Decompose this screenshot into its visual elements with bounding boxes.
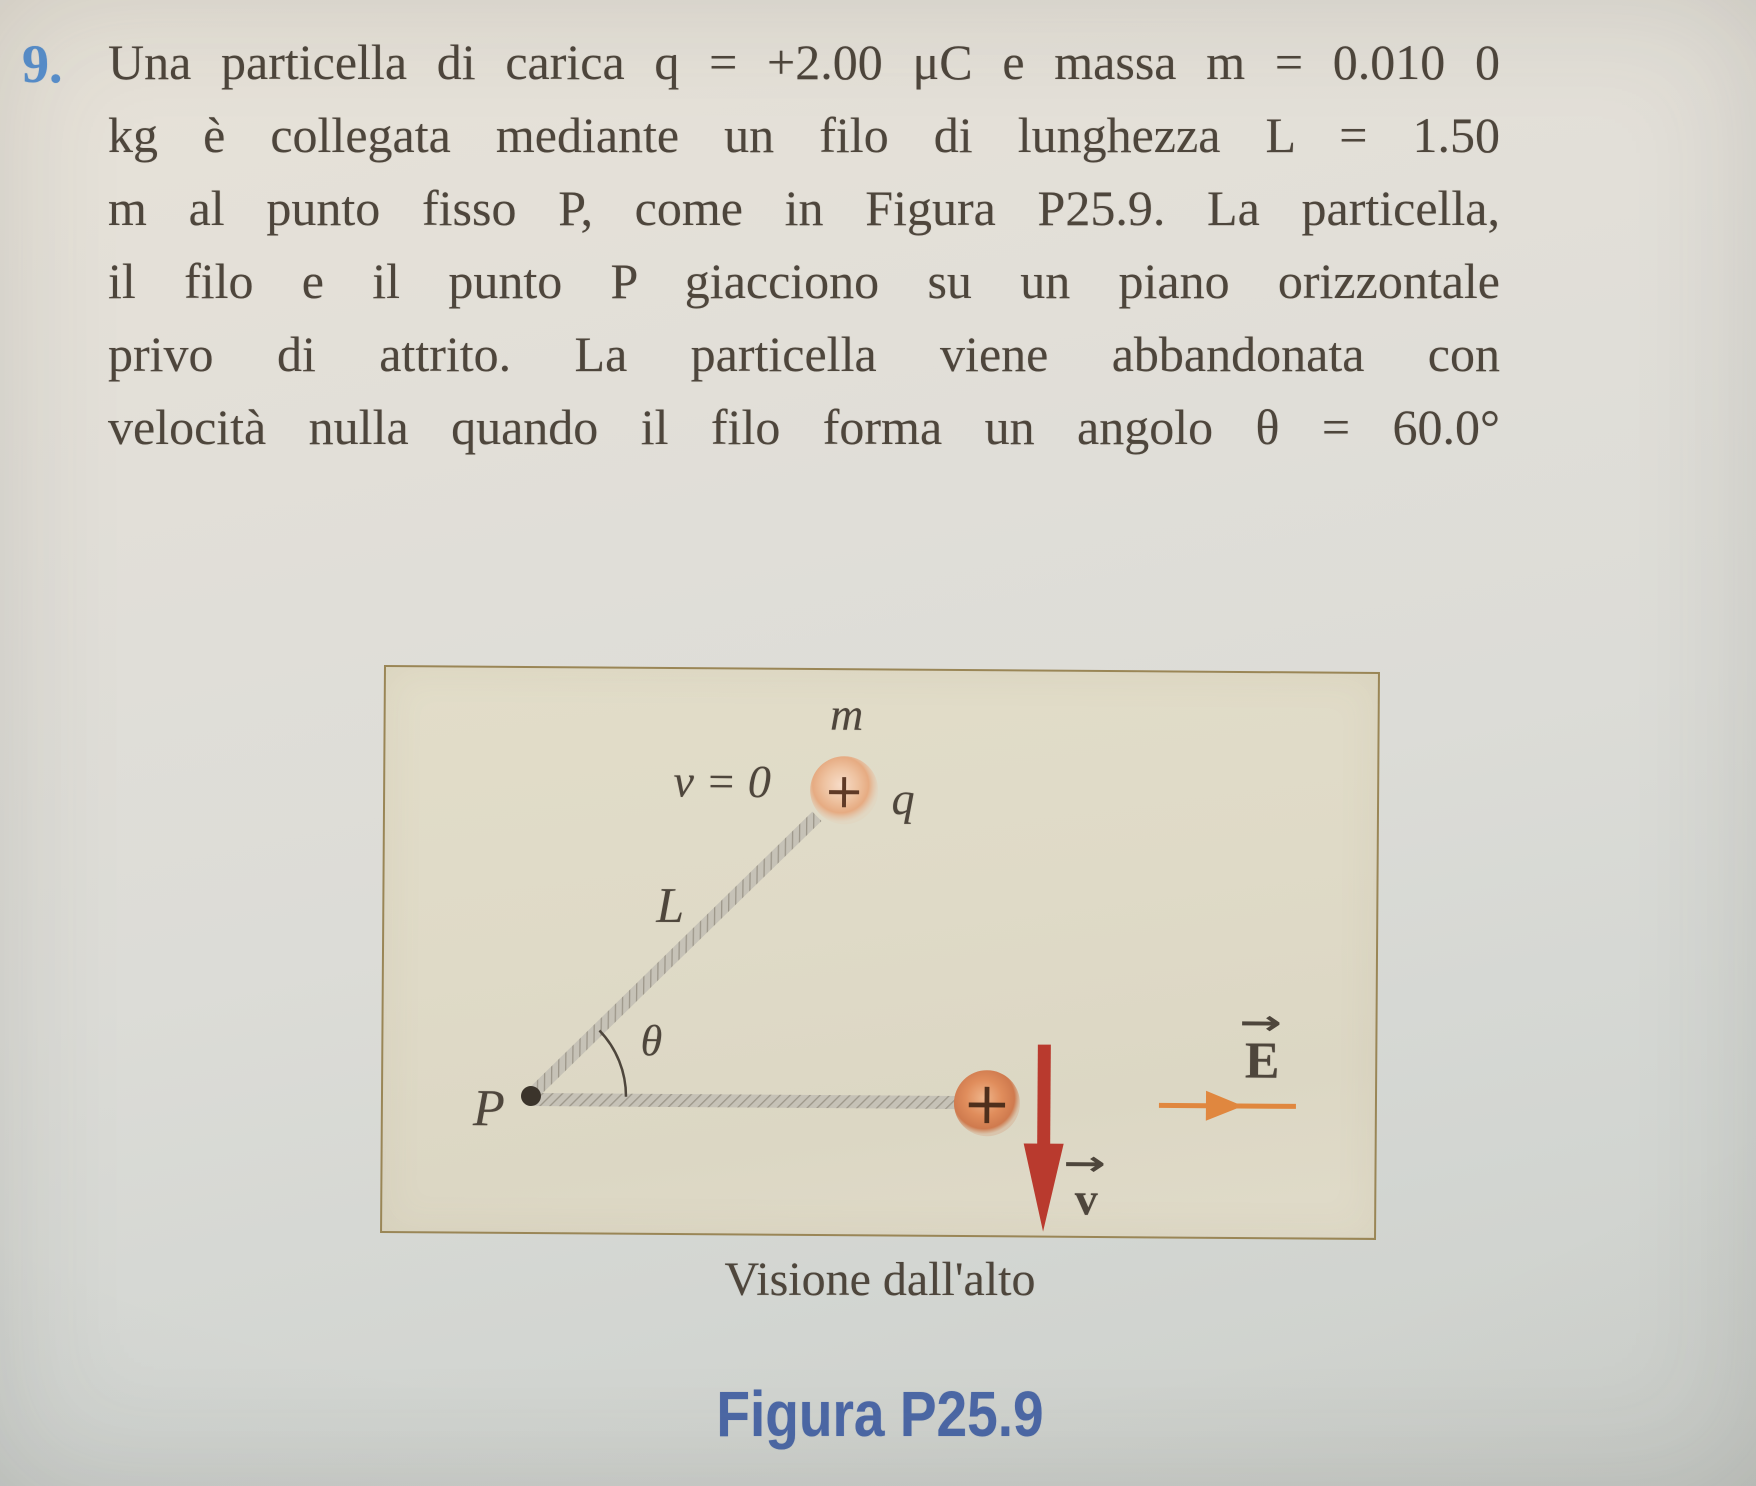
field-vector-arrow-icon: → (1239, 1002, 1283, 1044)
problem-text (108, 26, 1500, 464)
angle-label: θ (640, 1016, 663, 1066)
velocity-label: v (1074, 1173, 1098, 1225)
plus-charge-icon: + (962, 1069, 1012, 1138)
string-diagonal (526, 812, 821, 1101)
mass-label: m (829, 688, 864, 740)
problem-text-line: m al punto fisso P, come in Figura P25.9. La particella, (108, 180, 1500, 236)
field-label: E (1244, 1032, 1280, 1090)
problem-text-line: velocità nulla quando il filo forma un angolo θ = 60.0° (108, 399, 1500, 455)
length-label: L (656, 876, 685, 934)
plus-charge-icon: + (823, 763, 865, 820)
pivot-label: P (472, 1080, 505, 1138)
problem-text-line: privo di attrito. La particella viene abbandonata con (108, 326, 1500, 382)
velocity-vector-arrow-icon: → (1063, 1143, 1107, 1185)
figure-caption: Visione dall'alto (724, 1253, 1036, 1306)
string-horizontal (531, 1093, 955, 1109)
figure-box (380, 665, 1380, 1240)
physics-diagram (382, 667, 1378, 1238)
problem-text-line: il filo e il punto P giacciono su un piano orizzontale (108, 253, 1500, 309)
problem-number: 9. (22, 34, 63, 94)
angle-arc (599, 1031, 626, 1097)
charge-label: q (891, 773, 915, 825)
velocity-arrow (1023, 1044, 1064, 1231)
pivot-dot (521, 1086, 541, 1106)
velocity-zero-label: v = 0 (673, 755, 772, 808)
problem-text-line: kg è collegata mediante un filo di lunghezza L = 1.50 (108, 107, 1500, 163)
field-arrow (1159, 1090, 1296, 1121)
problem-text-line: Una particella di carica q = +2.00 μC e massa m = 0.010 0 (108, 34, 1500, 90)
figure-label: Figura P25.9 (716, 1378, 1044, 1450)
